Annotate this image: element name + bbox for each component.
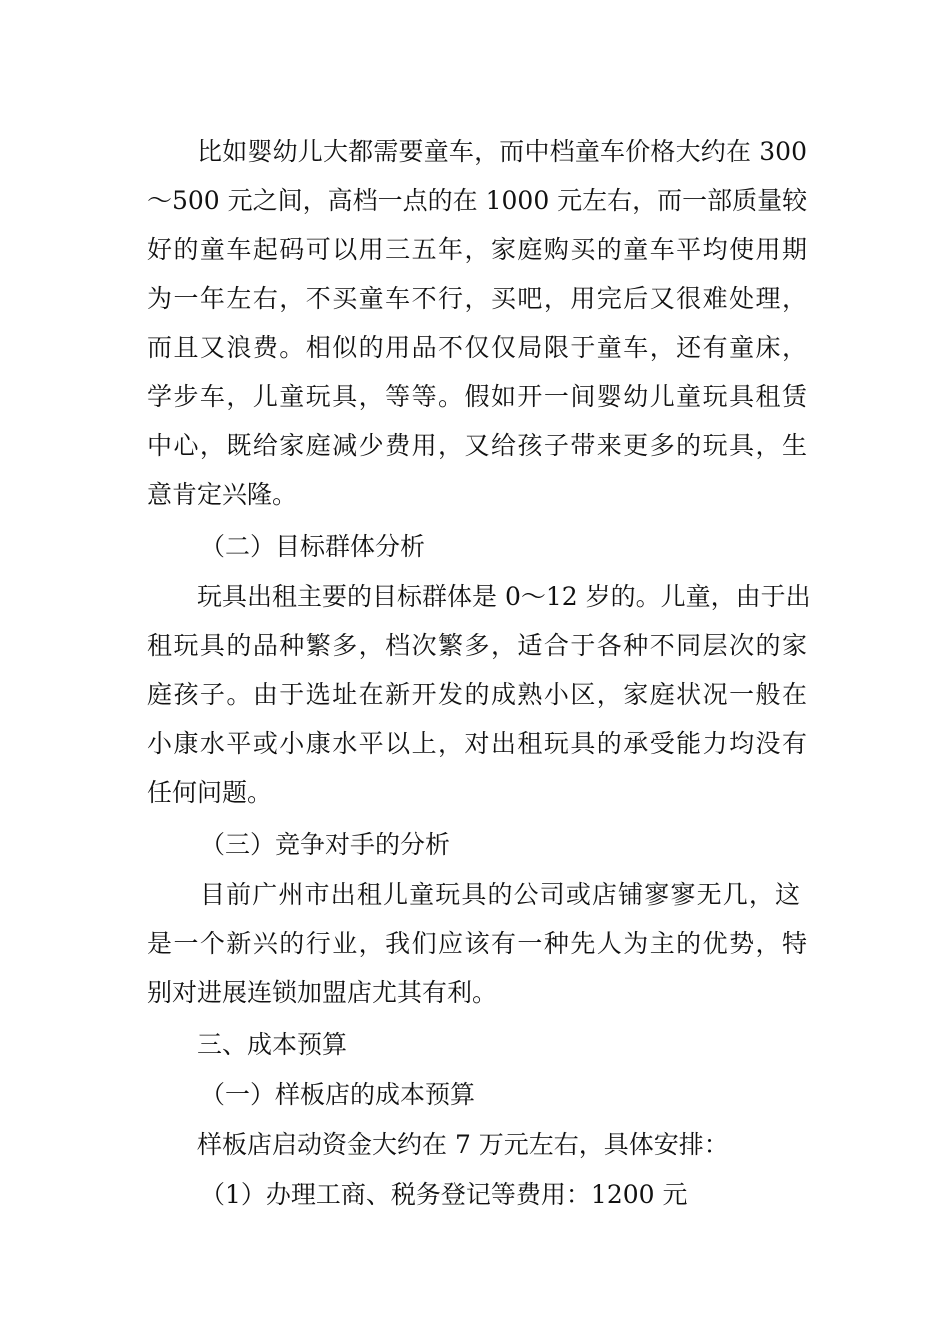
paragraph-line: 玩具出租主要的目标群体是 0～12 岁的。儿童，由于出 xyxy=(197,582,811,611)
budget-intro: 样板店启动资金大约在 7 万元左右，具体安排： xyxy=(197,1130,729,1159)
paragraph-line: 而且又浪费。相似的用品不仅仅局限于童车，还有童床， xyxy=(147,333,807,362)
paragraph-line: 中心，既给家庭减少费用，又给孩子带来更多的玩具，生 xyxy=(147,431,807,460)
paragraph-line: 小康水平或小康水平以上，对出租玩具的承受能力均没有 xyxy=(147,729,807,758)
budget-item: （1）办理工商、税务登记等费用：1200 元 xyxy=(200,1180,688,1209)
paragraph-line: 是一个新兴的行业，我们应该有一种先人为主的优势，特 xyxy=(147,929,807,958)
paragraph-line: 别对进展连锁加盟店尤其有利。 xyxy=(147,978,498,1007)
subsection-title: （一）样板店的成本预算 xyxy=(200,1080,476,1109)
paragraph-line: 任何问题。 xyxy=(147,778,273,807)
section-heading: （三）竞争对手的分析 xyxy=(200,830,451,859)
paragraph-line: 好的童车起码可以用三五年，家庭购买的童车平均使用期 xyxy=(147,235,807,264)
paragraph-line: 意肯定兴隆。 xyxy=(147,480,298,509)
paragraph-line: 目前广州市出租儿童玩具的公司或店铺寥寥无几，这 xyxy=(200,880,800,909)
paragraph-line: ～500 元之间，高档一点的在 1000 元左右，而一部质量较 xyxy=(147,186,808,215)
section-heading: （二）目标群体分析 xyxy=(200,532,426,561)
paragraph-line: 学步车，儿童玩具，等等。假如开一间婴幼儿童玩具租赁 xyxy=(147,382,807,411)
paragraph-line: 为一年左右，不买童车不行，买吧，用完后又很难处理， xyxy=(147,284,807,313)
paragraph-line: 庭孩子。由于选址在新开发的成熟小区，家庭状况一般在 xyxy=(147,680,807,709)
paragraph-line: 租玩具的品种繁多，档次繁多，适合于各种不同层次的家 xyxy=(147,631,807,660)
section-title: 三、成本预算 xyxy=(197,1030,348,1059)
paragraph-line: 比如婴幼儿大都需要童车，而中档童车价格大约在 300 xyxy=(197,137,807,166)
